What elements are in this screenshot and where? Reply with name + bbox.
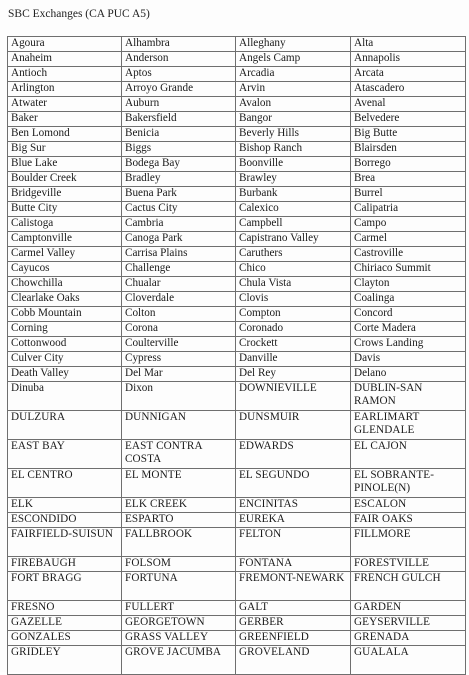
exchange-cell: ENCINITAS: [236, 498, 351, 513]
exchange-cell: FORT BRAGG: [8, 572, 122, 601]
exchange-cell: GRASS VALLEY: [122, 631, 236, 646]
exchange-cell: Bangor: [236, 112, 351, 127]
exchange-cell: GRIDLEY: [8, 646, 122, 675]
exchange-cell: Calistoga: [8, 217, 122, 232]
exchange-cell: FULLERT: [122, 601, 236, 616]
exchange-cell: FREMONT-NEWARK: [236, 572, 351, 601]
exchange-cell: Carmel: [351, 232, 466, 247]
exchange-cell: Cayucos: [8, 262, 122, 277]
exchange-cell: Buena Park: [122, 187, 236, 202]
exchange-cell: Anderson: [122, 52, 236, 67]
table-row: [8, 172, 466, 187]
exchange-cell: Clayton: [351, 277, 466, 292]
exchange-cell: Clearlake Oaks: [8, 292, 122, 307]
exchange-cell: EL MONTE: [122, 469, 236, 498]
exchange-cell: Chula Vista: [236, 277, 351, 292]
exchange-cell: GONZALES: [8, 631, 122, 646]
exchange-cell: Cypress: [122, 352, 236, 367]
exchange-cell: Agoura: [8, 37, 122, 52]
exchange-cell: Butte City: [8, 202, 122, 217]
exchange-cell: Challenge: [122, 262, 236, 277]
exchange-cell: Boulder Creek: [8, 172, 122, 187]
exchange-cell: Big Butte: [351, 127, 466, 142]
exchange-cell: Avenal: [351, 97, 466, 112]
exchange-cell: Corte Madera: [351, 322, 466, 337]
exchange-cell: Borrego: [351, 157, 466, 172]
exchange-cell: EL SOBRANTE-PINOLE(N): [351, 469, 466, 498]
exchange-cell: Concord: [351, 307, 466, 322]
exchange-cell: Bakersfield: [122, 112, 236, 127]
exchange-cell: Caruthers: [236, 247, 351, 262]
exchange-cell: Crockett: [236, 337, 351, 352]
exchange-cell: Del Mar: [122, 367, 236, 382]
exchange-cell: Danville: [236, 352, 351, 367]
table-row: [8, 277, 466, 292]
exchange-cell: Alhambra: [122, 37, 236, 52]
exchange-cell: FAIR OAKS: [351, 513, 466, 528]
table-row: [8, 247, 466, 262]
exchange-cell: GAZELLE: [8, 616, 122, 631]
exchange-cell: FALLBROOK: [122, 528, 236, 557]
table-row: [8, 82, 466, 97]
exchange-cell: GEYSERVILLE: [351, 616, 466, 631]
exchange-cell: Bradley: [122, 172, 236, 187]
exchange-cell: Chowchilla: [8, 277, 122, 292]
exchange-cell: Brea: [351, 172, 466, 187]
table-row: [8, 127, 466, 142]
exchange-cell: Bodega Bay: [122, 157, 236, 172]
exchange-cell: EL CENTRO: [8, 469, 122, 498]
table-row: [8, 601, 466, 616]
exchange-cell: Alta: [351, 37, 466, 52]
table-row: [8, 382, 466, 411]
exchange-cell: EDWARDS: [236, 440, 351, 469]
exchange-cell: Carrisa Plains: [122, 247, 236, 262]
exchange-cell: Atwater: [8, 97, 122, 112]
exchange-cell: GALT: [236, 601, 351, 616]
exchange-cell: Corning: [8, 322, 122, 337]
exchange-cell: Culver City: [8, 352, 122, 367]
exchange-cell: Atascadero: [351, 82, 466, 97]
exchanges-table-body: [8, 37, 466, 675]
exchange-cell: DULZURA: [8, 411, 122, 440]
exchange-cell: Cottonwood: [8, 337, 122, 352]
table-row: [8, 187, 466, 202]
exchange-cell: Delano: [351, 367, 466, 382]
table-row: [8, 322, 466, 337]
exchanges-table: [7, 36, 466, 675]
exchange-cell: EL SEGUNDO: [236, 469, 351, 498]
exchange-cell: DUNNIGAN: [122, 411, 236, 440]
exchange-cell: GARDEN: [351, 601, 466, 616]
exchange-cell: Belvedere: [351, 112, 466, 127]
exchange-cell: ELK CREEK: [122, 498, 236, 513]
exchange-cell: Biggs: [122, 142, 236, 157]
exchange-cell: Chualar: [122, 277, 236, 292]
exchange-cell: Chiriaco Summit: [351, 262, 466, 277]
exchange-cell: GROVELAND: [236, 646, 351, 675]
exchange-cell: Davis: [351, 352, 466, 367]
table-row: [8, 232, 466, 247]
exchange-cell: GUALALA: [351, 646, 466, 675]
exchange-cell: EAST CONTRA COSTA: [122, 440, 236, 469]
table-row: [8, 352, 466, 367]
exchange-cell: Avalon: [236, 97, 351, 112]
exchange-cell: ESCONDIDO: [8, 513, 122, 528]
exchange-cell: Auburn: [122, 97, 236, 112]
table-row: [8, 262, 466, 277]
exchange-cell: Bridgeville: [8, 187, 122, 202]
exchange-cell: Arcadia: [236, 67, 351, 82]
exchange-cell: Chico: [236, 262, 351, 277]
exchange-cell: Cactus City: [122, 202, 236, 217]
table-row: [8, 367, 466, 382]
table-row: [8, 337, 466, 352]
exchange-cell: Blairsden: [351, 142, 466, 157]
exchange-cell: FOLSOM: [122, 557, 236, 572]
exchange-cell: DUNSMUIR: [236, 411, 351, 440]
exchange-cell: GEORGETOWN: [122, 616, 236, 631]
exchange-cell: Colton: [122, 307, 236, 322]
table-row: [8, 631, 466, 646]
exchange-cell: Castroville: [351, 247, 466, 262]
exchange-cell: ELK: [8, 498, 122, 513]
table-row: [8, 97, 466, 112]
exchange-cell: Death Valley: [8, 367, 122, 382]
exchange-cell: Anaheim: [8, 52, 122, 67]
exchange-cell: FORESTVILLE: [351, 557, 466, 572]
exchange-cell: Campbell: [236, 217, 351, 232]
exchange-cell: FIREBAUGH: [8, 557, 122, 572]
table-row: [8, 572, 466, 601]
table-row: [8, 217, 466, 232]
exchange-cell: Calipatria: [351, 202, 466, 217]
exchange-cell: GROVE JACUMBA: [122, 646, 236, 675]
exchange-cell: FELTON: [236, 528, 351, 557]
exchange-cell: DUBLIN-SAN RAMON: [351, 382, 466, 411]
table-row: [8, 37, 466, 52]
exchange-cell: FILLMORE: [351, 528, 466, 557]
exchange-cell: Big Sur: [8, 142, 122, 157]
table-row: [8, 469, 466, 498]
exchange-cell: EAST BAY: [8, 440, 122, 469]
exchange-cell: Arcata: [351, 67, 466, 82]
exchange-cell: Ben Lomond: [8, 127, 122, 142]
exchange-cell: Blue Lake: [8, 157, 122, 172]
exchange-cell: FORTUNA: [122, 572, 236, 601]
exchange-cell: Boonville: [236, 157, 351, 172]
exchange-cell: Brawley: [236, 172, 351, 187]
exchange-cell: EL CAJON: [351, 440, 466, 469]
exchange-cell: Cambria: [122, 217, 236, 232]
table-row: [8, 112, 466, 127]
exchange-cell: Del Rey: [236, 367, 351, 382]
table-row: [8, 440, 466, 469]
exchange-cell: Campo: [351, 217, 466, 232]
table-row: [8, 67, 466, 82]
document-title: SBC Exchanges (CA PUC A5): [8, 8, 150, 20]
table-row: [8, 557, 466, 572]
exchange-cell: Cloverdale: [122, 292, 236, 307]
table-row: [8, 513, 466, 528]
exchange-cell: ESPARTO: [122, 513, 236, 528]
exchange-cell: Angels Camp: [236, 52, 351, 67]
exchange-cell: Cobb Mountain: [8, 307, 122, 322]
exchange-cell: EUREKA: [236, 513, 351, 528]
exchange-cell: Compton: [236, 307, 351, 322]
exchange-cell: Coronado: [236, 322, 351, 337]
exchange-cell: Carmel Valley: [8, 247, 122, 262]
exchange-cell: Baker: [8, 112, 122, 127]
exchange-cell: Camptonville: [8, 232, 122, 247]
table-row: [8, 142, 466, 157]
exchange-cell: GREENFIELD: [236, 631, 351, 646]
exchange-cell: Alleghany: [236, 37, 351, 52]
exchange-cell: GRENADA: [351, 631, 466, 646]
exchange-cell: Arroyo Grande: [122, 82, 236, 97]
table-row: [8, 292, 466, 307]
table-row: [8, 157, 466, 172]
exchange-cell: EARLIMART GLENDALE: [351, 411, 466, 440]
exchange-cell: FRESNO: [8, 601, 122, 616]
table-row: [8, 646, 466, 675]
table-row: [8, 498, 466, 513]
exchange-cell: FAIRFIELD-SUISUN: [8, 528, 122, 557]
exchange-cell: Dixon: [122, 382, 236, 411]
exchange-cell: Arlington: [8, 82, 122, 97]
table-row: [8, 411, 466, 440]
exchange-cell: GERBER: [236, 616, 351, 631]
exchange-cell: ESCALON: [351, 498, 466, 513]
exchange-cell: Burrel: [351, 187, 466, 202]
exchange-cell: Crows Landing: [351, 337, 466, 352]
exchange-cell: Arvin: [236, 82, 351, 97]
exchange-cell: Clovis: [236, 292, 351, 307]
exchange-cell: FRENCH GULCH: [351, 572, 466, 601]
exchange-cell: Benicia: [122, 127, 236, 142]
table-row: [8, 307, 466, 322]
exchange-cell: Aptos: [122, 67, 236, 82]
exchange-cell: DOWNIEVILLE: [236, 382, 351, 411]
table-row: [8, 528, 466, 557]
exchange-cell: Burbank: [236, 187, 351, 202]
table-row: [8, 52, 466, 67]
exchange-cell: Annapolis: [351, 52, 466, 67]
exchange-cell: FONTANA: [236, 557, 351, 572]
exchange-cell: Coulterville: [122, 337, 236, 352]
exchange-cell: Beverly Hills: [236, 127, 351, 142]
exchange-cell: Calexico: [236, 202, 351, 217]
exchange-cell: Coalinga: [351, 292, 466, 307]
exchange-cell: Bishop Ranch: [236, 142, 351, 157]
table-row: [8, 616, 466, 631]
exchange-cell: Corona: [122, 322, 236, 337]
exchange-cell: Capistrano Valley: [236, 232, 351, 247]
exchange-cell: Canoga Park: [122, 232, 236, 247]
exchange-cell: Dinuba: [8, 382, 122, 411]
exchange-cell: Antioch: [8, 67, 122, 82]
table-row: [8, 202, 466, 217]
